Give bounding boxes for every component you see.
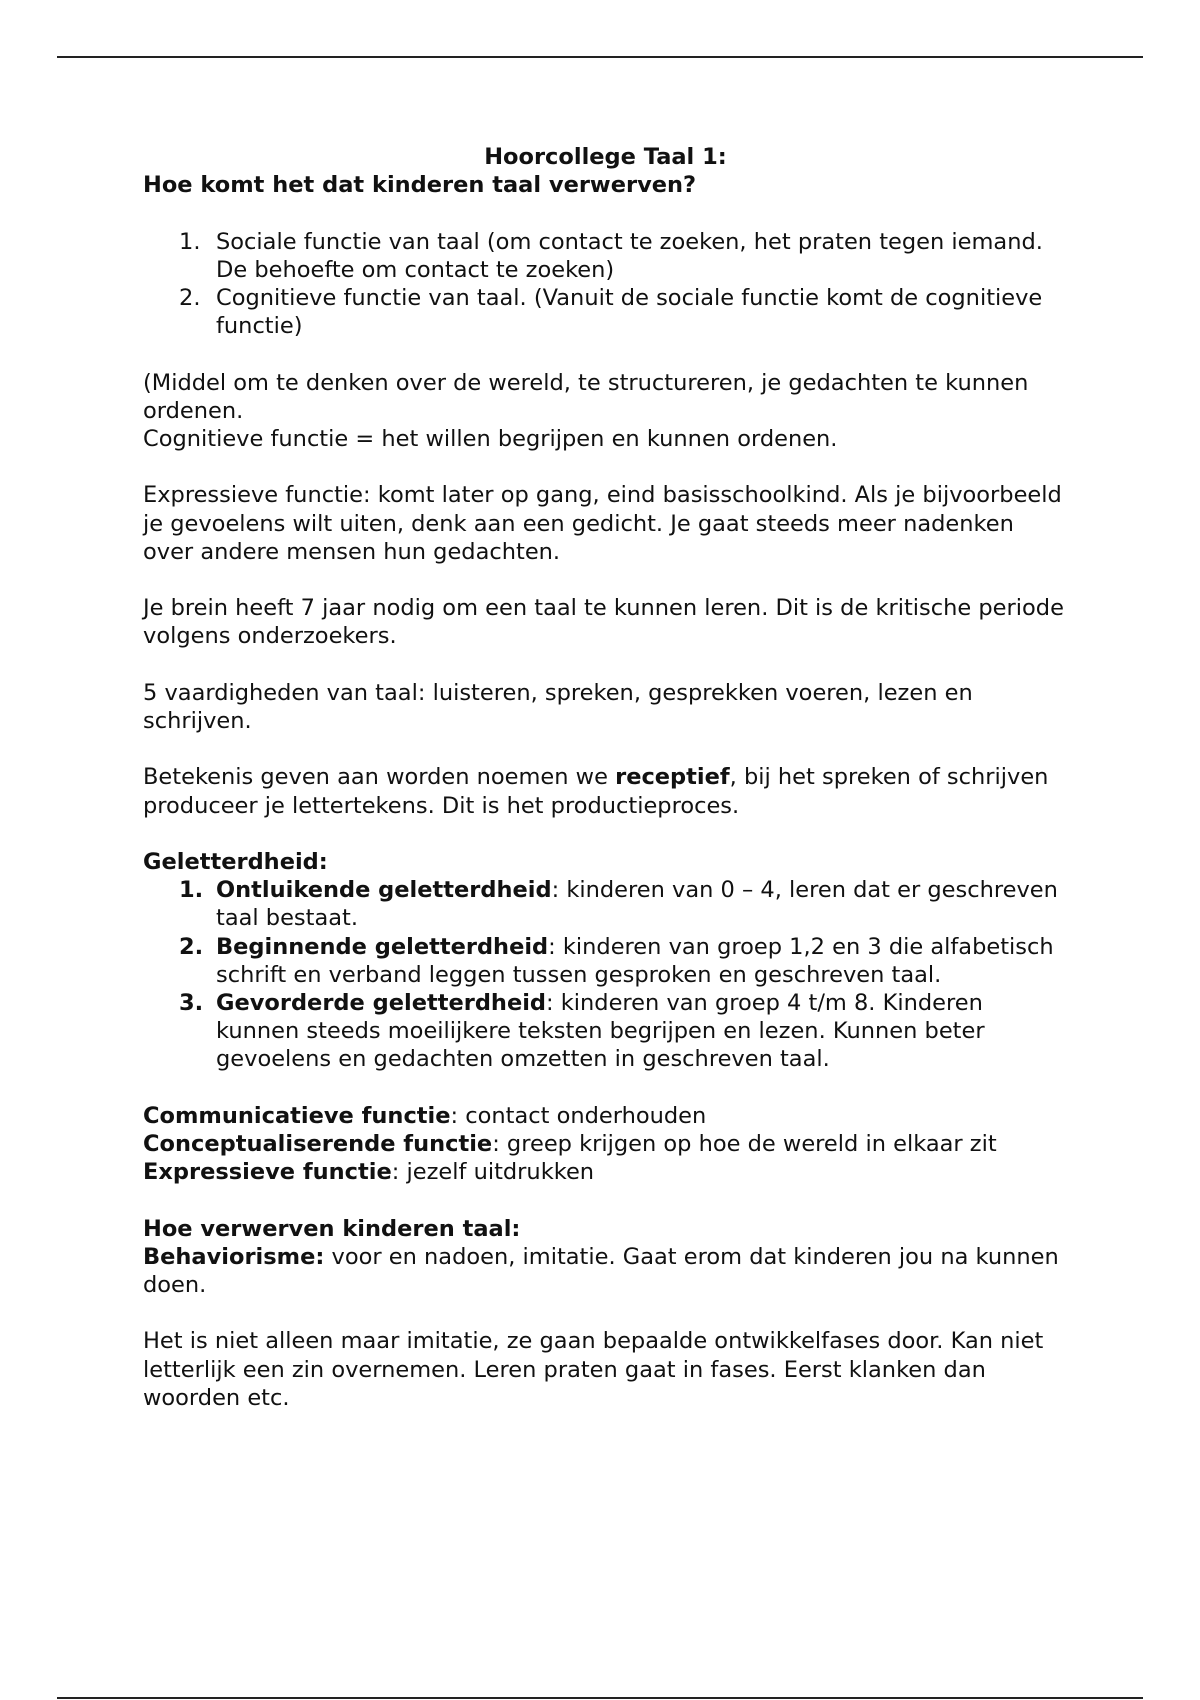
spacer (143, 820, 1068, 848)
list-item (143, 284, 1068, 340)
paragraph-vaardigheden: 5 vaardigheden van taal: luisteren, spreken, gesprekken voeren, lezen en schrijven. (143, 679, 973, 734)
verwerven-heading: Hoe verwerven kinderen taal: (143, 1215, 521, 1242)
list-number: 1. (179, 228, 201, 255)
list-item-term: Gevorderde geletterdheid (216, 989, 547, 1016)
spacer (143, 735, 1068, 763)
functie-line (143, 1158, 1068, 1186)
paragraph-expressief: Expressieve functie: komt later op gang, eind basisschoolkind. Als je bijvoorbeeld je gevoelens wilt uiten, denk aan een gedicht. Je gaat steeds meer nadenken over andere mensen hun gedachten. (143, 482, 1062, 565)
list-item (143, 228, 1068, 284)
paragraph-middel: (Middel om te denken over de wereld, te structureren, je gedachten te kunnen ordenen. (143, 369, 1029, 424)
functie-line (143, 1130, 1068, 1158)
spacer (143, 199, 1068, 227)
spacer (143, 1074, 1068, 1102)
spacer (143, 651, 1068, 679)
list-number: 2. (179, 285, 201, 311)
functie-term: Expressieve functie (143, 1159, 392, 1186)
list-item-term: Beginnende geletterdheid (216, 933, 549, 960)
top-rule (57, 56, 1143, 58)
functie-term: Communicatieve functie (143, 1102, 451, 1129)
betekenis-text-start: Betekenis geven aan worden noemen we (143, 764, 616, 791)
geletterdheid-list (143, 876, 1068, 1073)
functie-text: : jezelf uitdrukken (391, 1159, 595, 1186)
list-item (143, 933, 1068, 989)
bottom-rule (57, 1697, 1143, 1699)
list-item-term: Ontluikende geletterdheid (216, 877, 552, 904)
spacer (143, 1186, 1068, 1214)
paragraph-betekenis (143, 763, 1068, 819)
list-number: 1. (179, 877, 204, 904)
list-item-text: : kinderen van groep 4 t/m 8. Kinderen kunnen steeds moeilijkere teksten begrijpen en lezen. Kunnen beter gevoelens en gedachten omzetten in geschreven taal. (216, 989, 985, 1073)
paragraph-cognitief: Cognitieve functie = het willen begrijpen en kunnen ordenen. (143, 426, 838, 452)
list-item-text: Cognitieve functie van taal. (Vanuit de sociale functie komt de cognitieve functie) (216, 285, 1043, 340)
paragraph-imitatie: Het is niet alleen maar imitatie, ze gaan bepaalde ontwikkelfases door. Kan niet letterlijk een zin overnemen. Leren praten gaat in fases. Eerst klanken dan woorden etc. (143, 1328, 1044, 1411)
functie-line (143, 1102, 1068, 1130)
spacer (143, 340, 1068, 368)
functions-list (143, 228, 1068, 341)
behaviorisme-term: Behaviorisme: (143, 1243, 325, 1270)
spacer (143, 566, 1068, 594)
list-number: 3. (179, 989, 204, 1016)
page-title: Hoorcollege Taal 1: (484, 144, 727, 170)
receptief-term: receptief (615, 764, 730, 791)
paragraph-brein: Je brein heeft 7 jaar nodig om een taal te kunnen leren. Dit is de kritische periode volgens onderzoekers. (143, 595, 1064, 650)
spacer (143, 1299, 1068, 1327)
document-body (143, 143, 1068, 1412)
list-item-text: Sociale functie van taal (om contact te zoeken, het praten tegen iemand. De behoefte om contact te zoeken) (216, 228, 1043, 283)
list-item-text: : kinderen van groep 1,2 en 3 die alfabetisch schrift en verband leggen tussen gesproken en geschreven taal. (216, 933, 1054, 988)
list-item (143, 876, 1068, 932)
list-item-text: : kinderen van 0 – 4, leren dat er geschreven taal bestaat. (216, 877, 1058, 932)
behaviorisme-text: voor en nadoen, imitatie. Gaat erom dat kinderen jou na kunnen doen. (143, 1243, 1059, 1298)
geletterdheid-heading: Geletterdheid: (143, 848, 328, 875)
functie-term: Conceptualiserende functie (143, 1130, 493, 1157)
list-number: 2. (179, 933, 204, 960)
list-item (143, 989, 1068, 1074)
betekenis-text-end: , bij het spreken of schrijven produceer je lettertekens. Dit is het productieproces. (143, 764, 1049, 819)
question-heading: Hoe komt het dat kinderen taal verwerven? (143, 172, 697, 199)
paragraph-behaviorisme (143, 1243, 1068, 1299)
functie-text: : greep krijgen op hoe de wereld in elkaar zit (492, 1130, 997, 1157)
spacer (143, 453, 1068, 481)
functie-text: : contact onderhouden (450, 1102, 707, 1129)
